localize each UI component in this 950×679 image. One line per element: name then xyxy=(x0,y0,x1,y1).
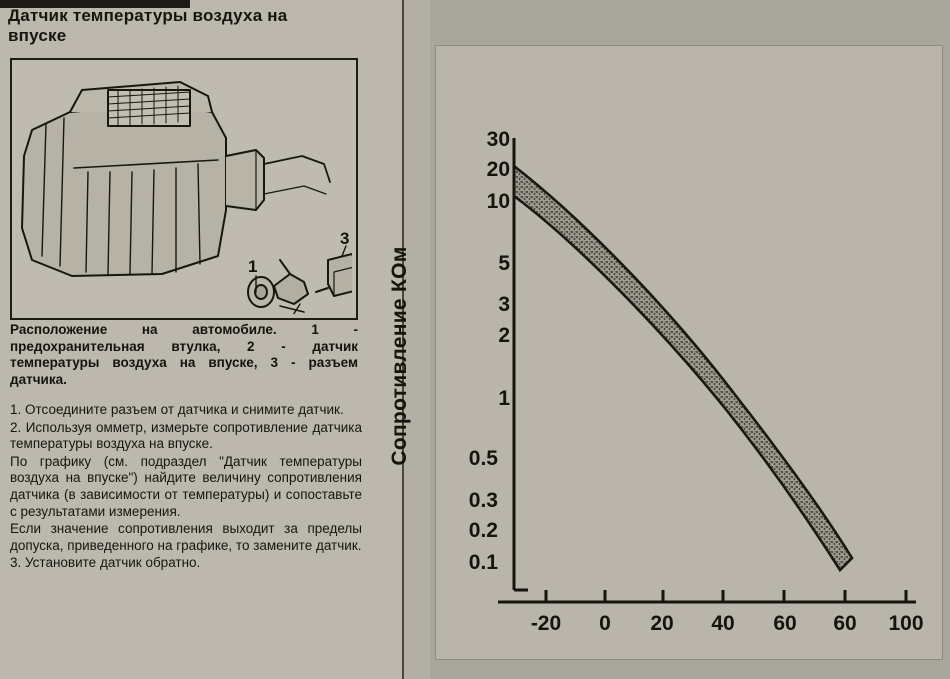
y-tick-30: 30 xyxy=(486,128,510,151)
article-column xyxy=(0,0,430,679)
procedure-step-1: 1. Отсоедините разъем от датчика и снимите датчик. xyxy=(10,402,344,417)
x-tick-0: 0 xyxy=(599,612,611,635)
x-tick-40: 40 xyxy=(711,612,735,635)
y-tick-10: 10 xyxy=(486,190,510,213)
chart-y-axis-label: Сопротивление КОм xyxy=(388,246,411,466)
chart-column xyxy=(388,0,950,679)
callout-3: 3 xyxy=(340,229,350,248)
chart-plot-area xyxy=(436,46,944,661)
y-tick-5: 5 xyxy=(498,252,510,275)
procedure-note-graph: По графику (см. подраздел "Датчик температуры воздуха на впуске") найдите величину сопротивления датчика (в зависимости от температуры) и сопоставьте с результатами измерения. xyxy=(10,453,362,519)
x-tick-minus-20: -20 xyxy=(530,612,562,635)
tolerance-band xyxy=(514,166,852,570)
procedure-step-2: 2. Используя омметр, измерьте сопротивление датчика температуры воздуха на впуске. xyxy=(10,419,362,452)
y-tick-0-5: 0.5 xyxy=(468,447,498,470)
x-tick-80: 60 xyxy=(833,612,857,635)
callout-1: 1 xyxy=(248,257,258,276)
y-tick-0-3: 0.3 xyxy=(468,489,498,512)
resistance-temperature-chart xyxy=(388,45,943,660)
y-tick-20: 20 xyxy=(486,158,510,181)
x-tick-60: 60 xyxy=(773,612,797,635)
procedure-step-3: 3. Установите датчик обратно. xyxy=(10,555,201,571)
y-tick-1: 1 xyxy=(498,387,510,410)
x-tick-100: 100 xyxy=(888,612,924,635)
procedure-note-tolerance: Если значение сопротивления выходит за пределы допуска, приведенного на графике, то замените датчик. xyxy=(10,521,362,553)
scanned-page xyxy=(0,0,404,679)
procedure-text xyxy=(10,402,362,573)
y-tick-0-2: 0.2 xyxy=(468,519,498,542)
page-title: Датчик температуры воздуха на впуске xyxy=(8,6,288,45)
sensor-location-figure xyxy=(10,58,358,320)
figure-caption: Расположение на автомобиле. 1 - предохранительная втулка, 2 - датчик температуры воздуха на впуске, 3 - разъем датчика. xyxy=(10,322,358,387)
y-tick-0-1: 0.1 xyxy=(468,551,498,574)
y-tick-2: 2 xyxy=(498,324,510,347)
air-intake-illustration xyxy=(12,60,352,314)
y-tick-3: 3 xyxy=(498,293,510,316)
x-tick-20: 20 xyxy=(650,612,674,635)
x-axis-ticks xyxy=(546,590,906,602)
